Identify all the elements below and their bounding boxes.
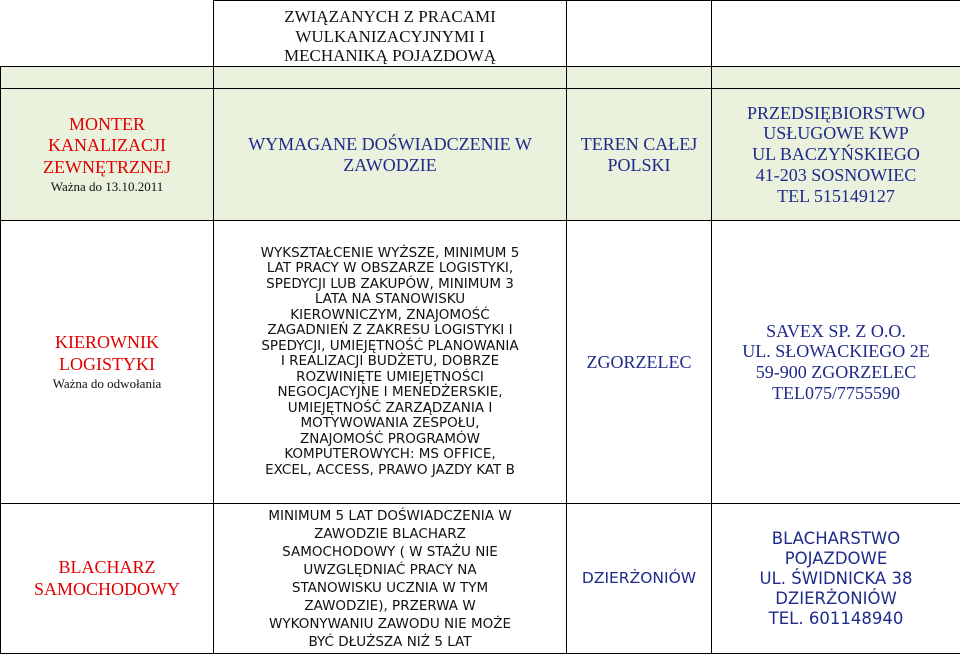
employer-cell: SAVEX SP. Z O.O. UL. SŁOWACKIEGO 2E 59-900 ZGORZELEC TEL075/7755590 xyxy=(712,221,960,504)
table-row xyxy=(1,504,960,654)
empty-cell xyxy=(1,1,214,67)
requirements-cell-continued: ZWIĄZANYCH Z PRACAMI WULKANIZACYJNYMI I MECHANIKĄ POJAZDOWĄ xyxy=(214,1,567,67)
empty-cell xyxy=(712,1,960,67)
requirements-cell: WYKSZTAŁCENIE WYŻSZE, MINIMUM 5 LAT PRACY W OBSZARZE LOGISTYKI, SPEDYCJI LUB ZAKUPÓW, MINIMUM 3 LATA NA STANOWISKU KIEROWNICZYM, ZNAJOMOŚĆ ZAGADNIEŃ Z ZAKRESU LOGISTYKI I SPEDYCJI, UMIEJĘTNOŚĆ PLANOWANIA I REALIZACJI BUDŻETU, DOBRZE ROZWINIĘTE UMIEJĘTNOŚCI NEGOCJACYJNE I MENEDŻERSKIE, UMIEJĘTNOŚĆ ZARZĄDZANIA I MOTYWOWANIA ZESPOŁU, ZNAJOMOŚĆ PROGRAMÓW KOMPUTEROWYCH: MS OFFICE, EXCEL, ACCESS, PRAWO JAZDY KAT B xyxy=(214,221,567,504)
position-validity: Ważna do 13.10.2011 xyxy=(50,179,164,195)
empty-cell xyxy=(712,67,960,89)
empty-cell xyxy=(214,67,567,89)
position-cell xyxy=(1,504,214,654)
table-row xyxy=(1,221,960,504)
position-validity: Ważna do odwołania xyxy=(52,375,162,391)
table-row xyxy=(1,89,960,221)
position-title: MONTER KANALIZACJI ZEWNĘTRZNEJ xyxy=(43,113,171,177)
employer-cell: PRZEDSIĘBIORSTWO USŁUGOWE KWP UL BACZYŃSKIEGO 41-203 SOSNOWIEC TEL 515149127 xyxy=(712,89,960,221)
empty-cell xyxy=(567,1,712,67)
requirements-cell: MINIMUM 5 LAT DOŚWIADCZENIA W ZAWODZIE BLACHARZ SAMOCHODOWY ( W STAŻU NIE UWZGLĘDNIAĆ PRACY NA STANOWISKU UCZNIA W TYM ZAWODZIE), PRZERWA W WYKONYWANIU ZAWODU NIE MOŻE BYĆ DŁUŻSZA NIŻ 5 LAT xyxy=(214,504,567,654)
empty-cell xyxy=(567,67,712,89)
location-cell: ZGORZELEC xyxy=(567,221,712,504)
empty-cell xyxy=(1,67,214,89)
position-cell xyxy=(1,221,214,504)
table-row-continued xyxy=(1,1,960,67)
position-title: BLACHARZ SAMOCHODOWY xyxy=(33,557,180,599)
position-title: KIEROWNIK LOGISTYKI xyxy=(55,332,159,374)
table-spacer-row xyxy=(1,67,960,89)
position-cell xyxy=(1,89,214,221)
location-cell: TEREN CAŁEJ POLSKI xyxy=(567,89,712,221)
location-cell: DZIERŻONIÓW xyxy=(567,504,712,654)
employer-cell: BLACHARSTWO POJAZDOWE UL. ŚWIDNICKA 38 DZIERŻONIÓW TEL. 601148940 xyxy=(712,504,960,654)
requirements-cell: WYMAGANE DOŚWIADCZENIE W ZAWODZIE xyxy=(214,89,567,221)
